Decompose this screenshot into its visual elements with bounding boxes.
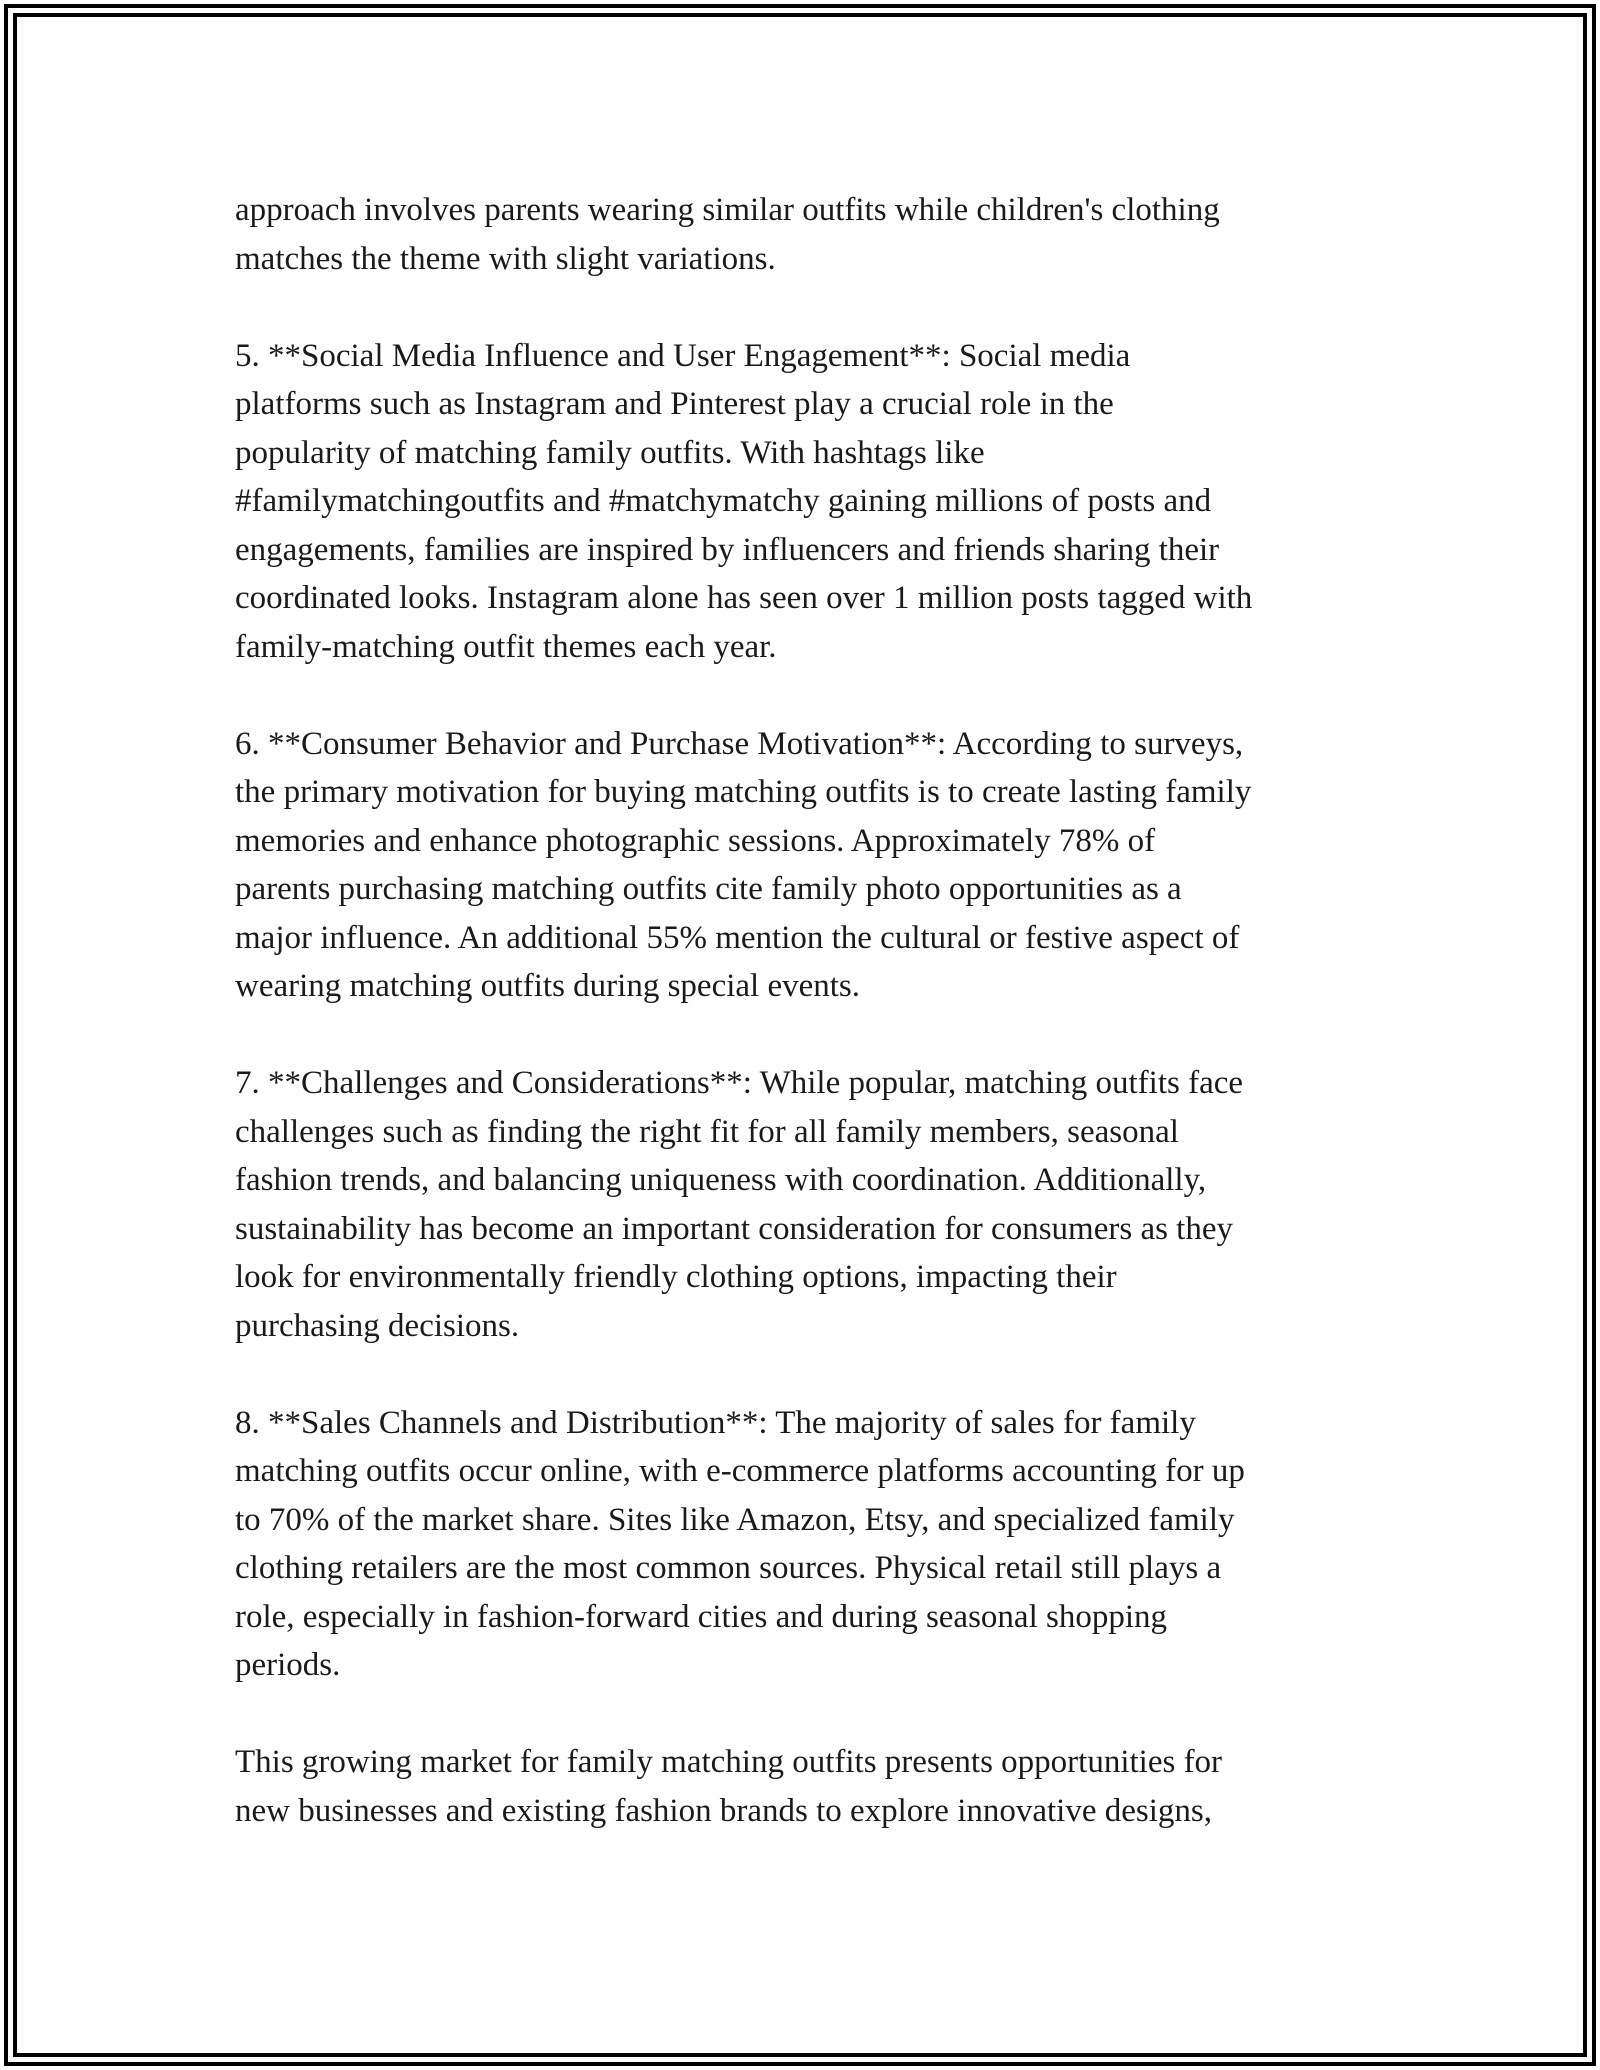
paragraph-social-media-influence: 5. **Social Media Influence and User Engagement**: Social media platforms such as Instagram and Pinterest play a crucial role in the popularity of matching family outfits. With hashtags like #familymatchingoutfits and #matchymatchy gaining millions of posts and engagements, families are inspired by influencers and friends sharing their coordinated looks. Instagram alone has seen over 1 million posts tagged with family-matching outfit themes each year. [235,337,1253,665]
document-body [235,186,1375,1835]
paragraph-conclusion: This growing market for family matching outfits presents opportunities for new businesses and existing fashion brands to explore innovative designs, [235,1744,1223,1829]
paragraph-intro-continuation: approach involves parents wearing similar outfits while children's clothing matches the theme with slight variations. [235,192,1220,277]
paragraph-sales-channels: 8. **Sales Channels and Distribution**: The majority of sales for family matching outfits occur online, with e-commerce platforms accounting for up to 70% of the market share. Sites like Amazon, Etsy, and specialized family clothing retailers are the most common sources. Physical retail still plays a role, especially in fashion-forward cities and during seasonal shopping periods. [235,1404,1245,1683]
paragraph-consumer-behavior: 6. **Consumer Behavior and Purchase Motivation**: According to surveys, the primary motivation for buying matching outfits is to create lasting family memories and enhance photographic sessions. Approximately 78% of parents purchasing matching outfits cite family photo opportunities as a major influence. An additional 55% mention the cultural or festive aspect of wearing matching outfits during special events. [235,725,1252,1004]
paragraph-challenges: 7. **Challenges and Considerations**: While popular, matching outfits face challenges such as finding the right fit for all family members, seasonal fashion trends, and balancing uniqueness with coordination. Additionally, sustainability has become an important consideration for consumers as they look for environmentally friendly clothing options, impacting their purchasing decisions. [235,1065,1244,1344]
